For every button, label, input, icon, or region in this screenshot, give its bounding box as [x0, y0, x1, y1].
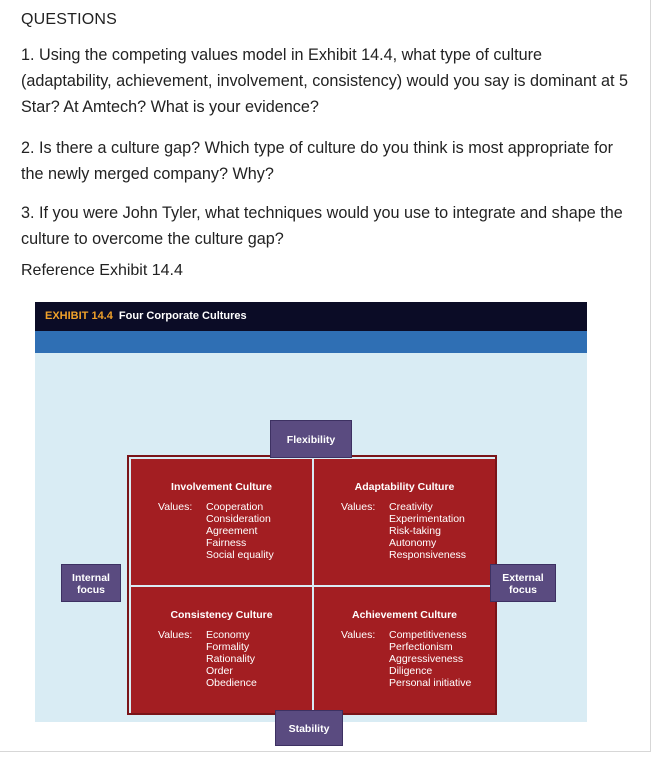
axis-label-line: Internal: [72, 572, 110, 584]
axis-internal-focus: [61, 564, 121, 602]
value-item: Diligence: [389, 665, 433, 677]
exhibit-title: Four Corporate Cultures: [118, 310, 247, 322]
values-label: Values:: [158, 629, 193, 641]
question-1: 1. Using the competing values model in Exhibit 14.4, what type of culture (adaptability, achievement, involvement, consistency) would you say is dominant at 5 Star? At Amtech? What is your evidence?: [21, 46, 629, 116]
value-item: Risk-taking: [389, 525, 441, 537]
question-2: 2. Is there a culture gap? Which type of culture do you think is most appropriate for the newly merged company? Why?: [21, 139, 614, 183]
quadrant-adaptability: [312, 457, 497, 587]
questions-heading: QUESTIONS: [21, 11, 118, 28]
quadrant-title: Consistency Culture: [170, 609, 273, 621]
value-item: Agreement: [206, 525, 258, 537]
question-3: 3. If you were John Tyler, what techniques would you use to integrate and shape the culture to overcome the culture gap?: [21, 204, 623, 248]
value-item: Formality: [206, 641, 250, 653]
quadrant-values: [341, 501, 466, 561]
axis-stability: Stability: [275, 710, 343, 746]
value-item: Rationality: [206, 653, 256, 665]
quadrant-achievement: [312, 585, 497, 715]
value-item: Cooperation: [206, 501, 264, 513]
quadrant-consistency: [129, 585, 314, 715]
reference-label: Reference Exhibit 14.4: [21, 262, 183, 279]
values-label: Values:: [158, 501, 193, 513]
value-item: Consideration: [206, 513, 271, 525]
exhibit-title-bar: [35, 302, 587, 331]
quadrant-values: [341, 629, 471, 689]
value-item: Creativity: [389, 501, 433, 513]
value-item: Social equality: [206, 549, 274, 561]
value-item: Experimentation: [389, 513, 465, 525]
value-item: Responsiveness: [389, 549, 467, 561]
exhibit-blue-band: [35, 331, 587, 353]
values-label: Values:: [341, 501, 376, 513]
value-item: Economy: [206, 629, 250, 641]
quadrant-values: [158, 629, 257, 689]
axis-label-line: focus: [508, 584, 537, 596]
value-item: Personal initiative: [389, 677, 472, 689]
exhibit-number: EXHIBIT 14.4: [45, 310, 113, 322]
exhibit-diagram: [35, 353, 587, 735]
value-item: Aggressiveness: [389, 653, 464, 665]
quadrant-values: [158, 501, 274, 561]
value-item: Perfectionism: [389, 641, 453, 653]
axis-label-line: External: [502, 572, 544, 584]
axis-flexibility: Flexibility: [270, 420, 352, 458]
quadrant-title: Achievement Culture: [351, 609, 458, 621]
quadrant-title: Adaptability Culture: [354, 481, 455, 493]
quadrant-title: Involvement Culture: [171, 481, 272, 493]
axis-external-focus: [490, 564, 556, 602]
value-item: Autonomy: [389, 537, 437, 549]
exhibit-figure: [35, 302, 587, 735]
axis-label-line: focus: [76, 584, 105, 596]
values-label: Values:: [341, 629, 376, 641]
value-item: Order: [206, 665, 233, 677]
value-item: Obedience: [206, 677, 257, 689]
quadrant-involvement: [129, 457, 314, 587]
value-item: Fairness: [206, 537, 247, 549]
value-item: Competitiveness: [389, 629, 467, 641]
